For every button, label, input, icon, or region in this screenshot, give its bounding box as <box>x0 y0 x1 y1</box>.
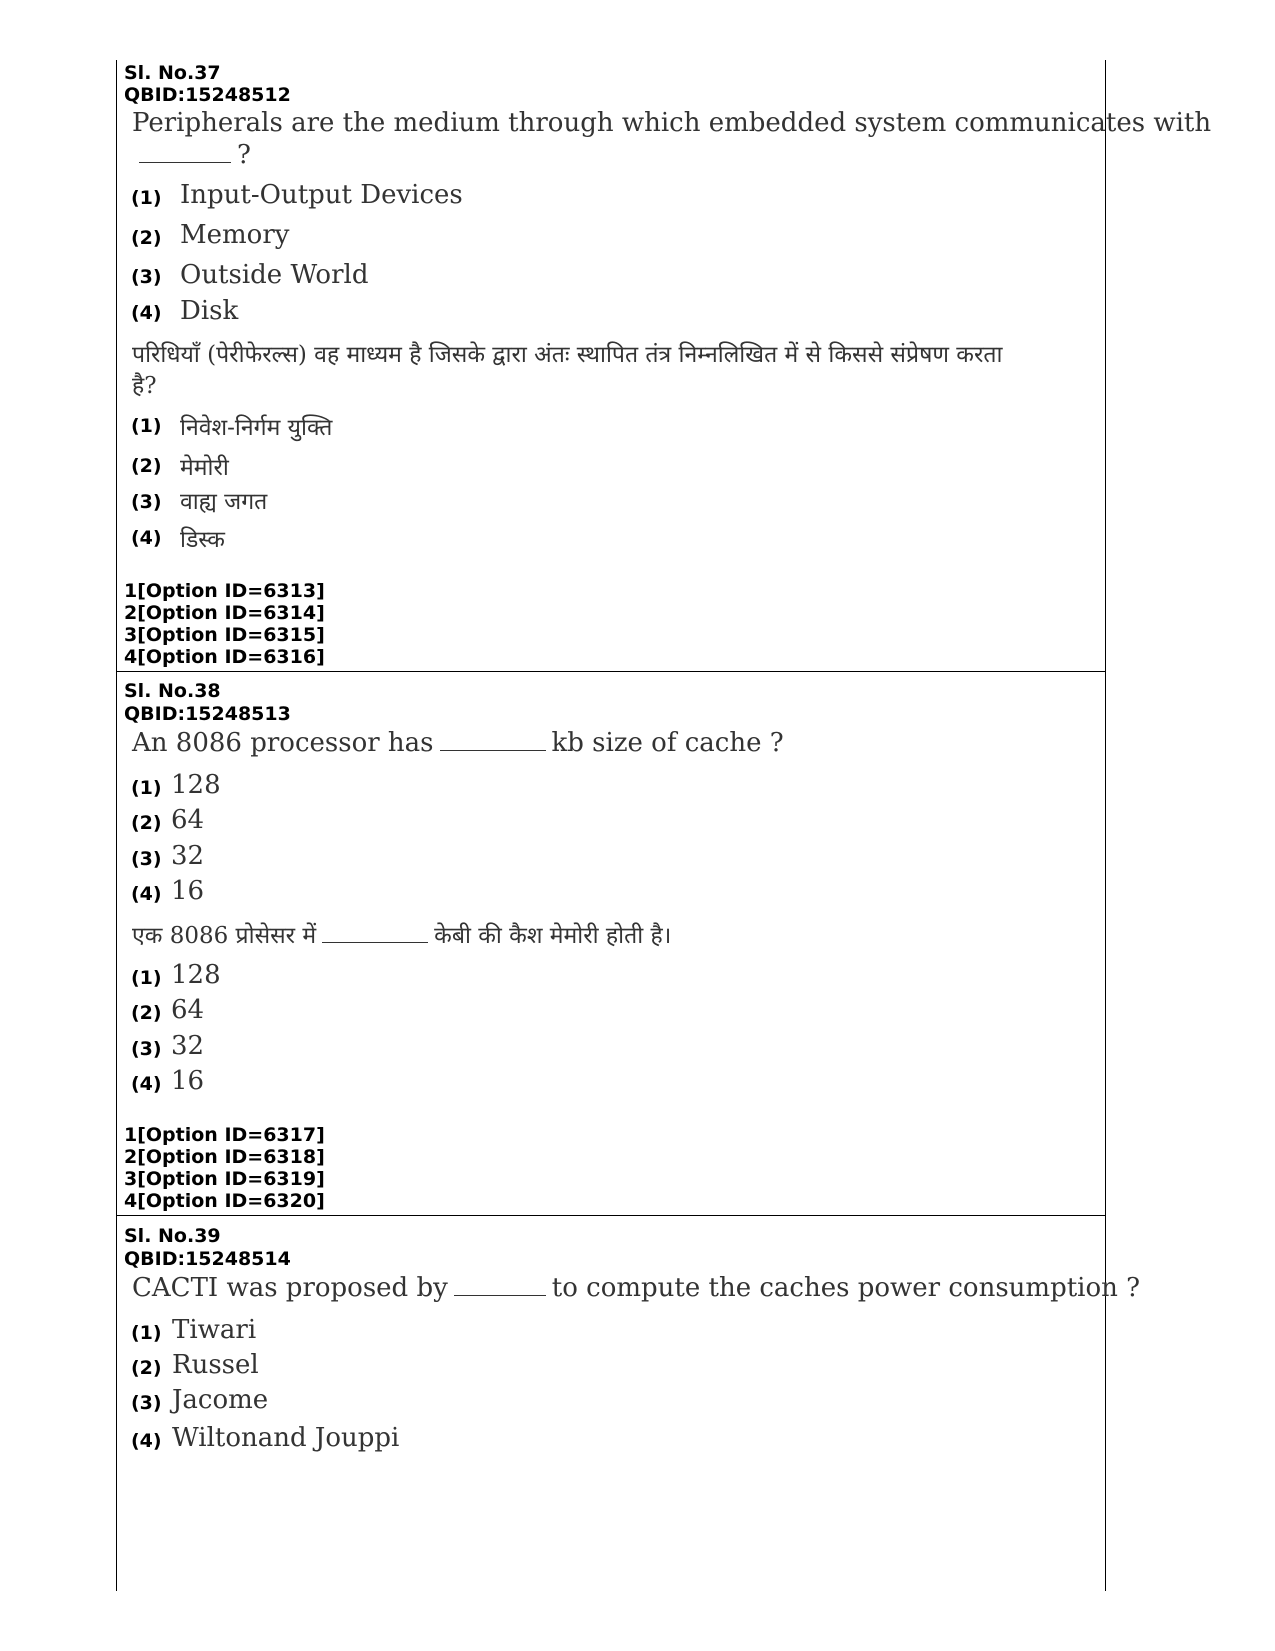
option-number: (3) <box>131 1392 162 1414</box>
option-text: 16 <box>171 1066 205 1096</box>
option-id: 1[Option ID=6313] <box>124 580 325 602</box>
option-number: (2) <box>131 1002 162 1024</box>
option-text: Memory <box>180 220 290 250</box>
option-number: (3) <box>131 266 162 288</box>
option-text: मेमोरी <box>180 455 229 481</box>
option-text: Russel <box>172 1350 259 1380</box>
question-text-english: An 8086 processor has kb size of cache ? <box>132 728 784 758</box>
option-number: (1) <box>131 415 162 437</box>
serial-number: Sl. No.37 <box>124 62 221 84</box>
option-text: डिस्क <box>180 527 225 553</box>
option-number: (1) <box>131 967 162 989</box>
option-text: 16 <box>171 876 205 906</box>
option-text: Jacome <box>172 1385 269 1415</box>
option-text: निवेश-निर्गम युक्ति <box>180 415 333 441</box>
answer-blank <box>139 140 231 163</box>
option-number: (2) <box>131 812 162 834</box>
option-id: 3[Option ID=6319] <box>124 1168 325 1190</box>
option-id: 2[Option ID=6318] <box>124 1146 325 1168</box>
option-number: (3) <box>131 1038 162 1060</box>
option-text: Disk <box>180 296 239 326</box>
option-number: (1) <box>131 1322 162 1344</box>
option-id: 1[Option ID=6317] <box>124 1124 325 1146</box>
option-text: 64 <box>171 995 205 1025</box>
qbid: QBID:15248514 <box>124 1248 291 1270</box>
question-text-english: Peripherals are the medium through which embedded system communicates with <box>132 108 1212 138</box>
option-number: (4) <box>131 302 162 324</box>
question-text-english: CACTI was proposed by to compute the caches power consumption ? <box>132 1273 1141 1303</box>
question-text-hindi: परिधियाँ (पेरीफेरल्स) वह माध्यम है जिसके द्वारा अंतः स्थापित तंत्र निम्नलिखित में से किससे संप्रेषण करता <box>132 342 1003 368</box>
option-number: (2) <box>131 1357 162 1379</box>
option-text: Wiltonand Jouppi <box>172 1423 400 1453</box>
qbid: QBID:15248512 <box>124 84 291 106</box>
option-text: Outside World <box>180 260 369 290</box>
option-number: (4) <box>131 883 162 905</box>
option-id: 4[Option ID=6316] <box>124 646 325 668</box>
option-number: (1) <box>131 777 162 799</box>
option-number: (4) <box>131 1073 162 1095</box>
option-number: (3) <box>131 491 162 513</box>
option-number: (4) <box>131 1430 162 1452</box>
question-paper-frame <box>116 60 1212 1591</box>
serial-number: Sl. No.39 <box>124 1225 221 1247</box>
option-text: वाह्य जगत <box>180 489 268 515</box>
option-text: 32 <box>171 841 205 871</box>
question-text-hindi-line2: है? <box>132 373 157 399</box>
option-text: 64 <box>171 805 205 835</box>
option-text: 128 <box>171 960 221 990</box>
option-text: 32 <box>171 1031 205 1061</box>
option-number: (3) <box>131 848 162 870</box>
option-number: (2) <box>131 455 162 477</box>
answer-blank <box>440 728 546 751</box>
option-text: 128 <box>171 770 221 800</box>
option-id: 4[Option ID=6320] <box>124 1190 325 1212</box>
option-number: (4) <box>131 527 162 549</box>
question-divider <box>117 1215 1105 1216</box>
option-text: Tiwari <box>172 1315 257 1345</box>
option-text: Input-Output Devices <box>180 180 463 210</box>
option-number: (2) <box>131 227 162 249</box>
answer-blank <box>322 920 428 943</box>
option-id: 2[Option ID=6314] <box>124 602 325 624</box>
serial-number: Sl. No.38 <box>124 680 221 702</box>
option-id: 3[Option ID=6315] <box>124 624 325 646</box>
question-divider <box>117 671 1105 672</box>
question-text-hindi: एक 8086 प्रोसेसर में केबी की कैश मेमोरी होती है। <box>132 920 671 952</box>
option-number: (1) <box>131 187 162 209</box>
answer-blank <box>454 1273 546 1296</box>
qbid: QBID:15248513 <box>124 703 291 725</box>
question-text-english-line2: ? <box>139 140 251 171</box>
